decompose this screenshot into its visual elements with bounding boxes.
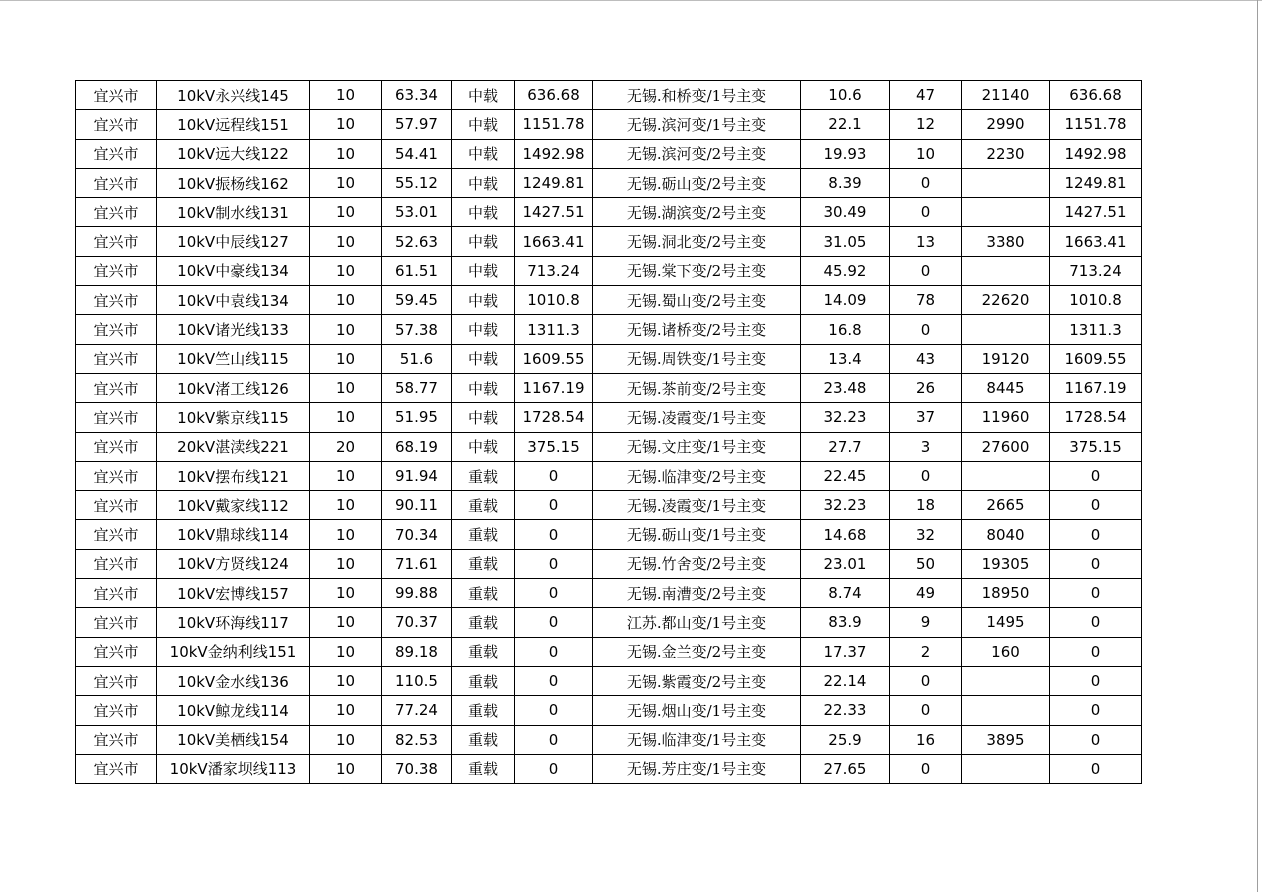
customer-count-cell: 47 [890,81,962,110]
customer-count-cell: 0 [890,666,962,695]
line-name-cell: 10kV摆布线121 [157,461,310,490]
voltage-cell: 10 [310,637,382,666]
city-cell: 宜兴市 [76,81,157,110]
remaining-capacity-cell: 0 [1050,754,1142,783]
city-cell: 宜兴市 [76,198,157,227]
voltage-cell: 10 [310,520,382,549]
available-capacity-cell: 1728.54 [515,403,593,432]
city-cell: 宜兴市 [76,286,157,315]
remaining-capacity-cell: 0 [1050,666,1142,695]
line-name-cell: 10kV环海线117 [157,608,310,637]
remaining-capacity-cell: 1663.41 [1050,227,1142,256]
feeder-load-table [75,80,1142,784]
customer-count-cell: 78 [890,286,962,315]
table-row [76,139,1142,168]
customer-count-cell: 18 [890,491,962,520]
city-cell: 宜兴市 [76,579,157,608]
load-status-cell: 重载 [452,696,515,725]
voltage-cell: 10 [310,286,382,315]
available-capacity-cell: 1151.78 [515,110,593,139]
substation-cell: 无锡.临津变/2号主变 [593,461,801,490]
line-name-cell: 10kV金纳利线151 [157,637,310,666]
substation-cell: 无锡.砺山变/1号主变 [593,520,801,549]
line-name-cell: 10kV制水线131 [157,198,310,227]
load-status-cell: 中载 [452,110,515,139]
available-capacity-cell: 1311.3 [515,315,593,344]
main-transformer-load-cell: 19.93 [801,139,890,168]
line-name-cell: 10kV振杨线162 [157,168,310,197]
load-status-cell: 中载 [452,344,515,373]
main-transformer-load-cell: 14.68 [801,520,890,549]
table-row [76,579,1142,608]
substation-cell: 无锡.烟山变/1号主变 [593,696,801,725]
load-rate-cell: 57.38 [382,315,452,344]
available-capacity-cell: 375.15 [515,432,593,461]
voltage-cell: 10 [310,256,382,285]
table-row [76,432,1142,461]
load-rate-cell: 77.24 [382,696,452,725]
remaining-capacity-cell: 375.15 [1050,432,1142,461]
main-transformer-load-cell: 31.05 [801,227,890,256]
table-row [76,315,1142,344]
remaining-capacity-cell: 0 [1050,491,1142,520]
city-cell: 宜兴市 [76,315,157,344]
load-rate-cell: 90.11 [382,491,452,520]
city-cell: 宜兴市 [76,403,157,432]
customer-count-cell: 0 [890,696,962,725]
table-row [76,725,1142,754]
available-capacity-cell: 1663.41 [515,227,593,256]
remaining-capacity-cell: 1492.98 [1050,139,1142,168]
remaining-capacity-cell: 0 [1050,461,1142,490]
capacity-cell: 160 [962,637,1050,666]
load-status-cell: 重载 [452,754,515,783]
load-status-cell: 中载 [452,373,515,402]
capacity-cell: 19305 [962,549,1050,578]
substation-cell: 无锡.金兰变/2号主变 [593,637,801,666]
available-capacity-cell: 0 [515,608,593,637]
load-status-cell: 中载 [452,227,515,256]
voltage-cell: 10 [310,168,382,197]
available-capacity-cell: 0 [515,725,593,754]
city-cell: 宜兴市 [76,608,157,637]
voltage-cell: 10 [310,725,382,754]
capacity-cell: 21140 [962,81,1050,110]
table-row [76,110,1142,139]
substation-cell: 无锡.芳庄变/1号主变 [593,754,801,783]
available-capacity-cell: 0 [515,666,593,695]
capacity-cell [962,666,1050,695]
line-name-cell: 10kV鲸龙线114 [157,696,310,725]
load-status-cell: 中载 [452,139,515,168]
customer-count-cell: 32 [890,520,962,549]
city-cell: 宜兴市 [76,256,157,285]
load-rate-cell: 61.51 [382,256,452,285]
remaining-capacity-cell: 0 [1050,637,1142,666]
substation-cell: 无锡.和桥变/1号主变 [593,81,801,110]
main-transformer-load-cell: 22.1 [801,110,890,139]
voltage-cell: 10 [310,315,382,344]
capacity-cell: 2665 [962,491,1050,520]
available-capacity-cell: 1609.55 [515,344,593,373]
voltage-cell: 10 [310,491,382,520]
remaining-capacity-cell: 0 [1050,579,1142,608]
capacity-cell: 8040 [962,520,1050,549]
table-row [76,696,1142,725]
city-cell: 宜兴市 [76,725,157,754]
remaining-capacity-cell: 1010.8 [1050,286,1142,315]
city-cell: 宜兴市 [76,168,157,197]
customer-count-cell: 43 [890,344,962,373]
available-capacity-cell: 0 [515,754,593,783]
table-row [76,373,1142,402]
substation-cell: 无锡.南漕变/2号主变 [593,579,801,608]
city-cell: 宜兴市 [76,139,157,168]
main-transformer-load-cell: 13.4 [801,344,890,373]
customer-count-cell: 50 [890,549,962,578]
substation-cell: 无锡.文庄变/1号主变 [593,432,801,461]
load-status-cell: 重载 [452,491,515,520]
table-row [76,344,1142,373]
available-capacity-cell: 0 [515,461,593,490]
remaining-capacity-cell: 1151.78 [1050,110,1142,139]
line-name-cell: 10kV渚工线126 [157,373,310,402]
line-name-cell: 10kV中袁线134 [157,286,310,315]
remaining-capacity-cell: 1167.19 [1050,373,1142,402]
main-transformer-load-cell: 10.6 [801,81,890,110]
available-capacity-cell: 0 [515,696,593,725]
main-transformer-load-cell: 16.8 [801,315,890,344]
capacity-cell [962,198,1050,227]
load-status-cell: 重载 [452,725,515,754]
city-cell: 宜兴市 [76,461,157,490]
customer-count-cell: 26 [890,373,962,402]
load-status-cell: 中载 [452,256,515,285]
main-transformer-load-cell: 22.33 [801,696,890,725]
capacity-cell: 1495 [962,608,1050,637]
voltage-cell: 10 [310,579,382,608]
substation-cell: 江苏.都山变/1号主变 [593,608,801,637]
capacity-cell: 18950 [962,579,1050,608]
voltage-cell: 10 [310,696,382,725]
available-capacity-cell: 1010.8 [515,286,593,315]
substation-cell: 无锡.棠下变/2号主变 [593,256,801,285]
load-rate-cell: 53.01 [382,198,452,227]
substation-cell: 无锡.滨河变/1号主变 [593,110,801,139]
load-status-cell: 重载 [452,461,515,490]
capacity-cell: 8445 [962,373,1050,402]
line-name-cell: 10kV竺山线115 [157,344,310,373]
load-status-cell: 重载 [452,608,515,637]
customer-count-cell: 0 [890,256,962,285]
load-rate-cell: 63.34 [382,81,452,110]
load-rate-cell: 70.38 [382,754,452,783]
available-capacity-cell: 1167.19 [515,373,593,402]
voltage-cell: 10 [310,227,382,256]
main-transformer-load-cell: 23.48 [801,373,890,402]
main-transformer-load-cell: 14.09 [801,286,890,315]
city-cell: 宜兴市 [76,696,157,725]
main-transformer-load-cell: 17.37 [801,637,890,666]
capacity-cell [962,696,1050,725]
load-status-cell: 中载 [452,198,515,227]
customer-count-cell: 0 [890,754,962,783]
available-capacity-cell: 636.68 [515,81,593,110]
load-status-cell: 重载 [452,666,515,695]
table-row [76,403,1142,432]
substation-cell: 无锡.周铁变/1号主变 [593,344,801,373]
voltage-cell: 10 [310,110,382,139]
remaining-capacity-cell: 1427.51 [1050,198,1142,227]
voltage-cell: 10 [310,549,382,578]
substation-cell: 无锡.砺山变/2号主变 [593,168,801,197]
load-rate-cell: 91.94 [382,461,452,490]
table-row [76,491,1142,520]
customer-count-cell: 9 [890,608,962,637]
table-row [76,256,1142,285]
main-transformer-load-cell: 22.14 [801,666,890,695]
voltage-cell: 10 [310,461,382,490]
capacity-cell: 2990 [962,110,1050,139]
main-transformer-load-cell: 32.23 [801,491,890,520]
voltage-cell: 10 [310,666,382,695]
voltage-cell: 10 [310,139,382,168]
load-status-cell: 重载 [452,579,515,608]
city-cell: 宜兴市 [76,491,157,520]
load-rate-cell: 68.19 [382,432,452,461]
remaining-capacity-cell: 0 [1050,549,1142,578]
city-cell: 宜兴市 [76,754,157,783]
load-status-cell: 中载 [452,286,515,315]
page-right-edge [1257,0,1258,892]
voltage-cell: 10 [310,344,382,373]
remaining-capacity-cell: 713.24 [1050,256,1142,285]
capacity-cell: 3380 [962,227,1050,256]
capacity-cell [962,461,1050,490]
main-transformer-load-cell: 32.23 [801,403,890,432]
line-name-cell: 10kV潘家坝线113 [157,754,310,783]
substation-cell: 无锡.诸桥变/2号主变 [593,315,801,344]
load-status-cell: 中载 [452,81,515,110]
voltage-cell: 10 [310,403,382,432]
remaining-capacity-cell: 0 [1050,725,1142,754]
substation-cell: 无锡.滨河变/2号主变 [593,139,801,168]
city-cell: 宜兴市 [76,432,157,461]
remaining-capacity-cell: 0 [1050,608,1142,637]
available-capacity-cell: 713.24 [515,256,593,285]
customer-count-cell: 37 [890,403,962,432]
capacity-cell [962,315,1050,344]
load-rate-cell: 51.6 [382,344,452,373]
substation-cell: 无锡.茶前变/2号主变 [593,373,801,402]
city-cell: 宜兴市 [76,110,157,139]
main-transformer-load-cell: 45.92 [801,256,890,285]
line-name-cell: 10kV宏博线157 [157,579,310,608]
capacity-cell [962,256,1050,285]
load-rate-cell: 51.95 [382,403,452,432]
line-name-cell: 10kV中辰线127 [157,227,310,256]
remaining-capacity-cell: 1249.81 [1050,168,1142,197]
substation-cell: 无锡.凌霞变/1号主变 [593,403,801,432]
load-status-cell: 中载 [452,168,515,197]
main-transformer-load-cell: 27.65 [801,754,890,783]
main-transformer-load-cell: 30.49 [801,198,890,227]
load-rate-cell: 99.88 [382,579,452,608]
customer-count-cell: 0 [890,198,962,227]
line-name-cell: 10kV中豪线134 [157,256,310,285]
customer-count-cell: 12 [890,110,962,139]
available-capacity-cell: 0 [515,549,593,578]
customer-count-cell: 2 [890,637,962,666]
main-transformer-load-cell: 27.7 [801,432,890,461]
table-row [76,461,1142,490]
load-rate-cell: 71.61 [382,549,452,578]
load-status-cell: 重载 [452,637,515,666]
page-top-edge [0,0,1262,1]
capacity-cell: 27600 [962,432,1050,461]
capacity-cell: 19120 [962,344,1050,373]
load-rate-cell: 59.45 [382,286,452,315]
main-transformer-load-cell: 23.01 [801,549,890,578]
table-row [76,168,1142,197]
line-name-cell: 10kV方贤线124 [157,549,310,578]
customer-count-cell: 49 [890,579,962,608]
table-row [76,81,1142,110]
capacity-cell [962,168,1050,197]
load-rate-cell: 70.37 [382,608,452,637]
available-capacity-cell: 1427.51 [515,198,593,227]
customer-count-cell: 3 [890,432,962,461]
substation-cell: 无锡.凌霞变/1号主变 [593,491,801,520]
remaining-capacity-cell: 1728.54 [1050,403,1142,432]
load-rate-cell: 82.53 [382,725,452,754]
city-cell: 宜兴市 [76,637,157,666]
city-cell: 宜兴市 [76,549,157,578]
load-status-cell: 中载 [452,432,515,461]
load-rate-cell: 54.41 [382,139,452,168]
customer-count-cell: 0 [890,315,962,344]
available-capacity-cell: 0 [515,491,593,520]
capacity-cell: 22620 [962,286,1050,315]
load-status-cell: 重载 [452,520,515,549]
line-name-cell: 20kV湛渎线221 [157,432,310,461]
capacity-cell: 11960 [962,403,1050,432]
load-rate-cell: 52.63 [382,227,452,256]
table-row [76,286,1142,315]
table-row [76,227,1142,256]
capacity-cell: 3895 [962,725,1050,754]
customer-count-cell: 13 [890,227,962,256]
voltage-cell: 20 [310,432,382,461]
load-rate-cell: 58.77 [382,373,452,402]
capacity-cell: 2230 [962,139,1050,168]
load-status-cell: 中载 [452,403,515,432]
line-name-cell: 10kV永兴线145 [157,81,310,110]
city-cell: 宜兴市 [76,227,157,256]
line-name-cell: 10kV远程线151 [157,110,310,139]
table-row [76,637,1142,666]
substation-cell: 无锡.湖滨变/2号主变 [593,198,801,227]
line-name-cell: 10kV鼎球线114 [157,520,310,549]
customer-count-cell: 16 [890,725,962,754]
city-cell: 宜兴市 [76,344,157,373]
available-capacity-cell: 0 [515,637,593,666]
available-capacity-cell: 0 [515,579,593,608]
table-row [76,198,1142,227]
substation-cell: 无锡.紫霞变/2号主变 [593,666,801,695]
line-name-cell: 10kV诸光线133 [157,315,310,344]
remaining-capacity-cell: 1609.55 [1050,344,1142,373]
line-name-cell: 10kV紫京线115 [157,403,310,432]
city-cell: 宜兴市 [76,373,157,402]
substation-cell: 无锡.洞北变/2号主变 [593,227,801,256]
substation-cell: 无锡.临津变/1号主变 [593,725,801,754]
available-capacity-cell: 1492.98 [515,139,593,168]
table-row [76,666,1142,695]
main-transformer-load-cell: 25.9 [801,725,890,754]
main-transformer-load-cell: 83.9 [801,608,890,637]
city-cell: 宜兴市 [76,520,157,549]
line-name-cell: 10kV美栖线154 [157,725,310,754]
remaining-capacity-cell: 636.68 [1050,81,1142,110]
remaining-capacity-cell: 1311.3 [1050,315,1142,344]
voltage-cell: 10 [310,754,382,783]
table-row [76,608,1142,637]
substation-cell: 无锡.竹舍变/2号主变 [593,549,801,578]
remaining-capacity-cell: 0 [1050,520,1142,549]
available-capacity-cell: 0 [515,520,593,549]
voltage-cell: 10 [310,373,382,402]
customer-count-cell: 0 [890,168,962,197]
main-transformer-load-cell: 8.74 [801,579,890,608]
load-status-cell: 中载 [452,315,515,344]
table-row [76,549,1142,578]
available-capacity-cell: 1249.81 [515,168,593,197]
table-body [76,81,1142,784]
load-rate-cell: 57.97 [382,110,452,139]
load-rate-cell: 55.12 [382,168,452,197]
customer-count-cell: 0 [890,461,962,490]
table-row [76,520,1142,549]
substation-cell: 无锡.蜀山变/2号主变 [593,286,801,315]
load-rate-cell: 110.5 [382,666,452,695]
load-rate-cell: 89.18 [382,637,452,666]
line-name-cell: 10kV戴家线112 [157,491,310,520]
load-status-cell: 重载 [452,549,515,578]
remaining-capacity-cell: 0 [1050,696,1142,725]
line-name-cell: 10kV远大线122 [157,139,310,168]
voltage-cell: 10 [310,81,382,110]
voltage-cell: 10 [310,608,382,637]
main-transformer-load-cell: 22.45 [801,461,890,490]
line-name-cell: 10kV金水线136 [157,666,310,695]
load-rate-cell: 70.34 [382,520,452,549]
main-transformer-load-cell: 8.39 [801,168,890,197]
customer-count-cell: 10 [890,139,962,168]
capacity-cell [962,754,1050,783]
voltage-cell: 10 [310,198,382,227]
city-cell: 宜兴市 [76,666,157,695]
table-row [76,754,1142,783]
